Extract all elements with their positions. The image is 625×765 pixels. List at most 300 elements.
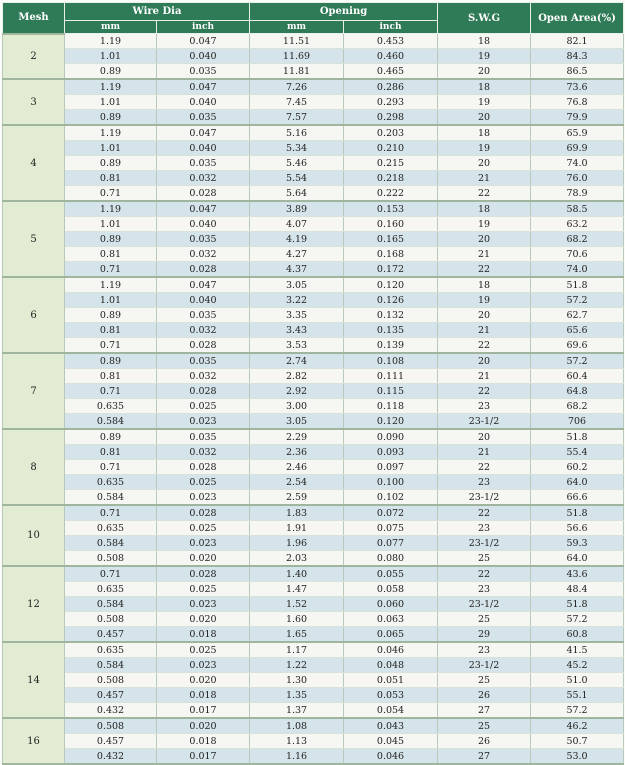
mesh-cell: 5 — [3, 201, 65, 277]
opening-inch-cell: 0.080 — [344, 551, 438, 567]
table-row — [3, 95, 624, 110]
table-row — [3, 673, 624, 688]
opening-inch-cell: 0.222 — [344, 186, 438, 202]
opening-mm-cell: 3.05 — [250, 277, 344, 293]
open-area-cell: 55.1 — [531, 688, 624, 703]
opening-inch-cell: 0.060 — [344, 597, 438, 612]
swg-cell: 19 — [438, 95, 531, 110]
opening-inch-cell: 0.097 — [344, 460, 438, 475]
mesh-cell: 16 — [3, 718, 65, 764]
open-area-cell: 57.2 — [531, 353, 624, 369]
table-row — [3, 384, 624, 399]
table-row — [3, 597, 624, 612]
wire-inch-cell: 0.032 — [157, 369, 250, 384]
table-body — [3, 34, 624, 765]
open-area-cell: 65.9 — [531, 125, 624, 141]
wire-inch-cell: 0.017 — [157, 749, 250, 765]
table-row — [3, 64, 624, 80]
wire-mm-cell: 0.89 — [65, 110, 157, 126]
wire-mm-cell: 0.584 — [65, 597, 157, 612]
opening-inch-cell: 0.072 — [344, 505, 438, 521]
wire-mm-cell: 0.71 — [65, 338, 157, 354]
table-row — [3, 171, 624, 186]
table-row — [3, 293, 624, 308]
open-area-cell: 84.3 — [531, 49, 624, 64]
wire-inch-cell: 0.020 — [157, 673, 250, 688]
wire-mm-cell: 0.584 — [65, 658, 157, 673]
opening-inch-cell: 0.120 — [344, 414, 438, 430]
wire-mm-cell: 0.71 — [65, 505, 157, 521]
open-area-cell: 68.2 — [531, 232, 624, 247]
wire-mm-cell: 0.457 — [65, 734, 157, 749]
table-row — [3, 49, 624, 64]
wire-mm-cell: 0.71 — [65, 384, 157, 399]
open-area-cell: 51.0 — [531, 673, 624, 688]
table-row — [3, 429, 624, 445]
wire-inch-cell: 0.040 — [157, 95, 250, 110]
opening-mm-cell: 1.13 — [250, 734, 344, 749]
wire-mm-cell: 0.81 — [65, 445, 157, 460]
opening-inch-cell: 0.051 — [344, 673, 438, 688]
wire-mm-cell: 1.01 — [65, 217, 157, 232]
opening-mm-cell: 1.17 — [250, 642, 344, 658]
table-row — [3, 338, 624, 354]
table-row — [3, 521, 624, 536]
open-area-cell: 55.4 — [531, 445, 624, 460]
open-area-cell: 60.4 — [531, 369, 624, 384]
swg-cell: 22 — [438, 338, 531, 354]
open-area-cell: 51.8 — [531, 597, 624, 612]
wire-mesh-spec-table — [2, 2, 624, 765]
header-opening-inch: inch — [344, 21, 438, 34]
wire-inch-cell: 0.035 — [157, 64, 250, 80]
swg-cell: 23-1/2 — [438, 414, 531, 430]
opening-mm-cell: 5.54 — [250, 171, 344, 186]
wire-mm-cell: 0.71 — [65, 186, 157, 202]
mesh-cell: 6 — [3, 277, 65, 353]
wire-inch-cell: 0.035 — [157, 429, 250, 445]
opening-mm-cell: 1.52 — [250, 597, 344, 612]
wire-inch-cell: 0.023 — [157, 658, 250, 673]
wire-mm-cell: 0.635 — [65, 475, 157, 490]
open-area-cell: 51.8 — [531, 277, 624, 293]
opening-inch-cell: 0.046 — [344, 749, 438, 765]
wire-mm-cell: 0.457 — [65, 627, 157, 643]
swg-cell: 26 — [438, 688, 531, 703]
wire-inch-cell: 0.020 — [157, 612, 250, 627]
wire-mm-cell: 1.01 — [65, 293, 157, 308]
wire-inch-cell: 0.035 — [157, 308, 250, 323]
opening-inch-cell: 0.165 — [344, 232, 438, 247]
header-swg: S.W.G — [438, 3, 531, 34]
open-area-cell: 50.7 — [531, 734, 624, 749]
open-area-cell: 76.8 — [531, 95, 624, 110]
opening-inch-cell: 0.218 — [344, 171, 438, 186]
table-row — [3, 703, 624, 719]
swg-cell: 25 — [438, 551, 531, 567]
opening-inch-cell: 0.111 — [344, 369, 438, 384]
swg-cell: 25 — [438, 673, 531, 688]
swg-cell: 20 — [438, 64, 531, 80]
wire-inch-cell: 0.020 — [157, 718, 250, 734]
wire-inch-cell: 0.020 — [157, 551, 250, 567]
opening-mm-cell: 5.46 — [250, 156, 344, 171]
table-row — [3, 718, 624, 734]
swg-cell: 21 — [438, 445, 531, 460]
table-row — [3, 323, 624, 338]
open-area-cell: 69.6 — [531, 338, 624, 354]
swg-cell: 19 — [438, 49, 531, 64]
table-row — [3, 551, 624, 567]
swg-cell: 19 — [438, 141, 531, 156]
swg-cell: 18 — [438, 125, 531, 141]
opening-inch-cell: 0.102 — [344, 490, 438, 506]
opening-mm-cell: 2.46 — [250, 460, 344, 475]
opening-inch-cell: 0.048 — [344, 658, 438, 673]
opening-inch-cell: 0.139 — [344, 338, 438, 354]
open-area-cell: 64.0 — [531, 475, 624, 490]
open-area-cell: 82.1 — [531, 34, 624, 49]
wire-mm-cell: 1.19 — [65, 79, 157, 95]
wire-mm-cell: 0.432 — [65, 703, 157, 719]
open-area-cell: 51.8 — [531, 429, 624, 445]
wire-inch-cell: 0.018 — [157, 688, 250, 703]
opening-inch-cell: 0.058 — [344, 582, 438, 597]
opening-mm-cell: 3.22 — [250, 293, 344, 308]
swg-cell: 27 — [438, 749, 531, 765]
wire-inch-cell: 0.028 — [157, 384, 250, 399]
opening-inch-cell: 0.046 — [344, 642, 438, 658]
opening-mm-cell: 2.82 — [250, 369, 344, 384]
wire-inch-cell: 0.025 — [157, 399, 250, 414]
open-area-cell: 706 — [531, 414, 624, 430]
opening-mm-cell: 1.37 — [250, 703, 344, 719]
wire-inch-cell: 0.028 — [157, 460, 250, 475]
open-area-cell: 63.2 — [531, 217, 624, 232]
wire-inch-cell: 0.025 — [157, 475, 250, 490]
opening-inch-cell: 0.135 — [344, 323, 438, 338]
open-area-cell: 66.6 — [531, 490, 624, 506]
opening-mm-cell: 5.64 — [250, 186, 344, 202]
opening-inch-cell: 0.054 — [344, 703, 438, 719]
opening-mm-cell: 2.29 — [250, 429, 344, 445]
opening-mm-cell: 1.65 — [250, 627, 344, 643]
open-area-cell: 45.2 — [531, 658, 624, 673]
wire-inch-cell: 0.017 — [157, 703, 250, 719]
table-row — [3, 277, 624, 293]
header-wire-inch: inch — [157, 21, 250, 34]
swg-cell: 18 — [438, 201, 531, 217]
opening-inch-cell: 0.053 — [344, 688, 438, 703]
wire-inch-cell: 0.040 — [157, 217, 250, 232]
wire-inch-cell: 0.018 — [157, 627, 250, 643]
swg-cell: 20 — [438, 353, 531, 369]
opening-mm-cell: 4.19 — [250, 232, 344, 247]
opening-mm-cell: 5.16 — [250, 125, 344, 141]
opening-mm-cell: 7.57 — [250, 110, 344, 126]
wire-inch-cell: 0.040 — [157, 293, 250, 308]
wire-inch-cell: 0.018 — [157, 734, 250, 749]
wire-mm-cell: 0.584 — [65, 490, 157, 506]
open-area-cell: 76.0 — [531, 171, 624, 186]
opening-inch-cell: 0.203 — [344, 125, 438, 141]
wire-mm-cell: 0.635 — [65, 399, 157, 414]
wire-inch-cell: 0.028 — [157, 505, 250, 521]
wire-mm-cell: 0.432 — [65, 749, 157, 765]
swg-cell: 22 — [438, 384, 531, 399]
header-opening: Opening — [250, 3, 438, 21]
swg-cell: 22 — [438, 505, 531, 521]
opening-mm-cell: 3.35 — [250, 308, 344, 323]
mesh-cell: 12 — [3, 566, 65, 642]
wire-inch-cell: 0.025 — [157, 521, 250, 536]
open-area-cell: 59.3 — [531, 536, 624, 551]
swg-cell: 21 — [438, 323, 531, 338]
mesh-cell: 3 — [3, 79, 65, 125]
opening-mm-cell: 2.36 — [250, 445, 344, 460]
swg-cell: 18 — [438, 34, 531, 49]
opening-inch-cell: 0.465 — [344, 64, 438, 80]
swg-cell: 20 — [438, 429, 531, 445]
opening-inch-cell: 0.115 — [344, 384, 438, 399]
table-row — [3, 217, 624, 232]
open-area-cell: 57.2 — [531, 703, 624, 719]
opening-inch-cell: 0.160 — [344, 217, 438, 232]
opening-inch-cell: 0.090 — [344, 429, 438, 445]
opening-inch-cell: 0.063 — [344, 612, 438, 627]
opening-mm-cell: 1.08 — [250, 718, 344, 734]
wire-inch-cell: 0.028 — [157, 338, 250, 354]
open-area-cell: 64.0 — [531, 551, 624, 567]
opening-mm-cell: 1.91 — [250, 521, 344, 536]
open-area-cell: 79.9 — [531, 110, 624, 126]
swg-cell: 22 — [438, 262, 531, 278]
wire-inch-cell: 0.035 — [157, 353, 250, 369]
open-area-cell: 73.6 — [531, 79, 624, 95]
swg-cell: 26 — [438, 734, 531, 749]
opening-mm-cell: 1.22 — [250, 658, 344, 673]
opening-inch-cell: 0.100 — [344, 475, 438, 490]
opening-mm-cell: 2.92 — [250, 384, 344, 399]
wire-mm-cell: 0.635 — [65, 521, 157, 536]
table-row — [3, 505, 624, 521]
wire-inch-cell: 0.047 — [157, 201, 250, 217]
table-row — [3, 460, 624, 475]
table-row — [3, 110, 624, 126]
wire-mm-cell: 1.01 — [65, 141, 157, 156]
opening-mm-cell: 2.74 — [250, 353, 344, 369]
wire-mm-cell: 0.89 — [65, 232, 157, 247]
wire-inch-cell: 0.047 — [157, 277, 250, 293]
wire-mm-cell: 1.19 — [65, 125, 157, 141]
opening-inch-cell: 0.215 — [344, 156, 438, 171]
table-row — [3, 247, 624, 262]
table-row — [3, 308, 624, 323]
swg-cell: 21 — [438, 369, 531, 384]
open-area-cell: 70.6 — [531, 247, 624, 262]
swg-cell: 19 — [438, 293, 531, 308]
mesh-cell: 4 — [3, 125, 65, 201]
opening-inch-cell: 0.168 — [344, 247, 438, 262]
swg-cell: 29 — [438, 627, 531, 643]
open-area-cell: 86.5 — [531, 64, 624, 80]
wire-inch-cell: 0.023 — [157, 490, 250, 506]
swg-cell: 20 — [438, 232, 531, 247]
wire-mm-cell: 0.71 — [65, 566, 157, 582]
open-area-cell: 53.0 — [531, 749, 624, 765]
table-row — [3, 399, 624, 414]
open-area-cell: 57.2 — [531, 293, 624, 308]
wire-mm-cell: 0.508 — [65, 673, 157, 688]
wire-mm-cell: 0.71 — [65, 262, 157, 278]
opening-inch-cell: 0.055 — [344, 566, 438, 582]
open-area-cell: 60.8 — [531, 627, 624, 643]
opening-mm-cell: 11.81 — [250, 64, 344, 80]
header-mesh: Mesh — [3, 3, 65, 34]
table-row — [3, 34, 624, 49]
open-area-cell: 60.2 — [531, 460, 624, 475]
opening-mm-cell: 7.45 — [250, 95, 344, 110]
opening-inch-cell: 0.120 — [344, 277, 438, 293]
swg-cell: 22 — [438, 460, 531, 475]
wire-mm-cell: 0.508 — [65, 718, 157, 734]
mesh-cell: 14 — [3, 642, 65, 718]
wire-inch-cell: 0.035 — [157, 156, 250, 171]
wire-inch-cell: 0.035 — [157, 232, 250, 247]
swg-cell: 23 — [438, 475, 531, 490]
opening-mm-cell: 2.59 — [250, 490, 344, 506]
wire-mm-cell: 0.81 — [65, 369, 157, 384]
table-row — [3, 232, 624, 247]
opening-mm-cell: 3.53 — [250, 338, 344, 354]
wire-mm-cell: 0.89 — [65, 429, 157, 445]
wire-inch-cell: 0.023 — [157, 536, 250, 551]
table-row — [3, 642, 624, 658]
table-row — [3, 353, 624, 369]
table-row — [3, 79, 624, 95]
table-row — [3, 627, 624, 643]
swg-cell: 25 — [438, 612, 531, 627]
wire-inch-cell: 0.040 — [157, 49, 250, 64]
open-area-cell: 78.9 — [531, 186, 624, 202]
opening-inch-cell: 0.093 — [344, 445, 438, 460]
wire-mm-cell: 0.89 — [65, 156, 157, 171]
wire-mm-cell: 0.89 — [65, 353, 157, 369]
opening-mm-cell: 2.03 — [250, 551, 344, 567]
wire-mm-cell: 0.508 — [65, 551, 157, 567]
open-area-cell: 69.9 — [531, 141, 624, 156]
wire-mm-cell: 0.89 — [65, 308, 157, 323]
header-wire-dia: Wire Dia — [65, 3, 250, 21]
opening-mm-cell: 11.51 — [250, 34, 344, 49]
table-row — [3, 536, 624, 551]
header-open-area: Open Area(%) — [531, 3, 624, 34]
opening-mm-cell: 7.26 — [250, 79, 344, 95]
table-row — [3, 414, 624, 430]
swg-cell: 20 — [438, 308, 531, 323]
wire-mm-cell: 1.19 — [65, 201, 157, 217]
swg-cell: 23 — [438, 642, 531, 658]
swg-cell: 23-1/2 — [438, 658, 531, 673]
table-row — [3, 156, 624, 171]
swg-cell: 20 — [438, 110, 531, 126]
swg-cell: 22 — [438, 566, 531, 582]
opening-inch-cell: 0.118 — [344, 399, 438, 414]
opening-inch-cell: 0.153 — [344, 201, 438, 217]
opening-inch-cell: 0.065 — [344, 627, 438, 643]
open-area-cell: 46.2 — [531, 718, 624, 734]
table-row — [3, 688, 624, 703]
opening-inch-cell: 0.286 — [344, 79, 438, 95]
wire-inch-cell: 0.028 — [157, 566, 250, 582]
wire-mm-cell: 1.01 — [65, 95, 157, 110]
open-area-cell: 62.7 — [531, 308, 624, 323]
wire-inch-cell: 0.032 — [157, 247, 250, 262]
wire-mm-cell: 0.457 — [65, 688, 157, 703]
table-row — [3, 475, 624, 490]
wire-inch-cell: 0.047 — [157, 125, 250, 141]
opening-mm-cell: 1.16 — [250, 749, 344, 765]
opening-inch-cell: 0.075 — [344, 521, 438, 536]
table-row — [3, 125, 624, 141]
table-row — [3, 262, 624, 278]
swg-cell: 27 — [438, 703, 531, 719]
swg-cell: 19 — [438, 217, 531, 232]
open-area-cell: 64.8 — [531, 384, 624, 399]
opening-inch-cell: 0.460 — [344, 49, 438, 64]
opening-inch-cell: 0.298 — [344, 110, 438, 126]
table-row — [3, 490, 624, 506]
open-area-cell: 43.6 — [531, 566, 624, 582]
open-area-cell: 74.0 — [531, 156, 624, 171]
open-area-cell: 41.5 — [531, 642, 624, 658]
wire-mm-cell: 0.635 — [65, 582, 157, 597]
wire-mm-cell: 0.81 — [65, 247, 157, 262]
swg-cell: 23 — [438, 582, 531, 597]
opening-inch-cell: 0.126 — [344, 293, 438, 308]
wire-inch-cell: 0.023 — [157, 597, 250, 612]
opening-mm-cell: 2.54 — [250, 475, 344, 490]
table-row — [3, 566, 624, 582]
table-row — [3, 141, 624, 156]
opening-inch-cell: 0.043 — [344, 718, 438, 734]
wire-mm-cell: 1.19 — [65, 277, 157, 293]
wire-inch-cell: 0.023 — [157, 414, 250, 430]
opening-mm-cell: 1.47 — [250, 582, 344, 597]
table-row — [3, 749, 624, 765]
wire-mm-cell: 0.81 — [65, 171, 157, 186]
opening-mm-cell: 3.05 — [250, 414, 344, 430]
mesh-cell: 7 — [3, 353, 65, 429]
table-row — [3, 186, 624, 202]
wire-mm-cell: 0.89 — [65, 64, 157, 80]
swg-cell: 23-1/2 — [438, 490, 531, 506]
swg-cell: 20 — [438, 156, 531, 171]
wire-inch-cell: 0.032 — [157, 323, 250, 338]
wire-inch-cell: 0.040 — [157, 141, 250, 156]
wire-mm-cell: 0.584 — [65, 414, 157, 430]
wire-inch-cell: 0.047 — [157, 79, 250, 95]
wire-inch-cell: 0.047 — [157, 34, 250, 49]
wire-inch-cell: 0.025 — [157, 642, 250, 658]
wire-mm-cell: 0.508 — [65, 612, 157, 627]
opening-mm-cell: 1.35 — [250, 688, 344, 703]
opening-inch-cell: 0.453 — [344, 34, 438, 49]
swg-cell: 23 — [438, 399, 531, 414]
open-area-cell: 56.6 — [531, 521, 624, 536]
wire-mm-cell: 0.71 — [65, 460, 157, 475]
open-area-cell: 48.4 — [531, 582, 624, 597]
